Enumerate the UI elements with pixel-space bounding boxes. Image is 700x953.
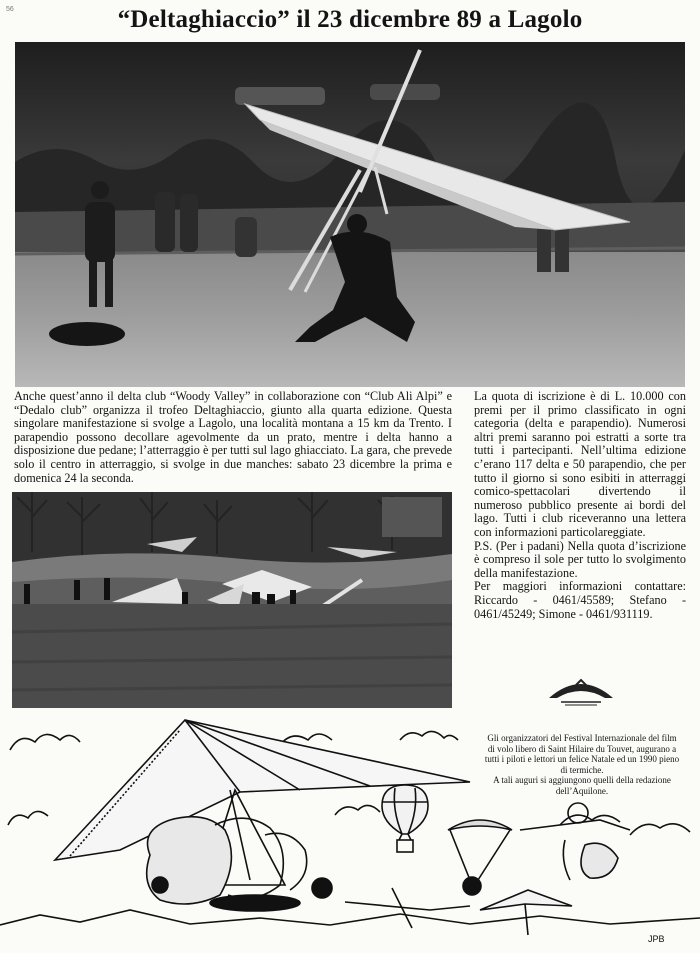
greeting-text: A tali auguri si aggiungono quelli della redazione dell’Aquilone. [493, 775, 671, 796]
article-paragraph: Per maggiori informazioni contattare: Riccardo - 0461/45589; Stefano - 0461/45249; Simone - 0461/931119. [474, 579, 686, 621]
article-paragraph: P.S. (Per i padani) Nella quota d’iscrizione è compreso il sole per tutto lo svolgimento della manifestazione. [474, 538, 686, 580]
page-corner-mark: 56 [6, 6, 14, 13]
cartoon-signature: JPB [648, 934, 665, 944]
article-paragraph: La quota di iscrizione è di L. 10.000 con premi per il primo classificato in ogni categoria (delta e parapendio). Numerosi altri premi saranno poi estratti a sorte tra tutti i partecipanti. Nell’ultima edizione c’erano 117 delta e 50 parapendio, che per tutto il giorno si sono esibiti in atterraggi comico-spettacolari divertendo il numeroso pubblico presente ai bordi del lago. Tutti i club riceveranno una lettera con informazioni particolareggiate. [474, 389, 686, 539]
article-column-left [14, 390, 452, 485]
article-paragraph: Anche quest’anno il delta club “Woody Valley” in collaborazione con “Club Ali Alpi” e “Dedalo club” organizza il trofeo Deltaghiaccio, giunto alla quarta edizione. Questa singolare manifestazione si svolge a Lagolo, una località montana a 15 km da Trento. I parapendio possono decollare agevolmente da un prato, mentre i delta hanno a disposizione due pedane; l’atterraggio è per tutti sul lago ghiacciato. La gara, che prevede solo il centro in atterraggio, si svolge in due manches: sabato 23 dicembre la prima e domenica 24 la seconda. [14, 389, 452, 485]
page-headline: “Deltaghiaccio” il 23 dicembre 89 a Lagolo [117, 6, 583, 33]
greeting-text: Gli organizzatori del Festival Internazionale del film di volo libero di Saint Hilaire du Touvet, augurano a tutti i piloti e lettori un felice Natale ed un 1990 pieno di termiche. [484, 733, 680, 775]
lakeside-gliders-photo [12, 492, 452, 708]
article-column-right [474, 390, 686, 621]
hang-glider-ice-landing-photo [15, 42, 685, 387]
eagle-glider-logo-icon [547, 672, 615, 708]
cartoon-greeting-note [484, 733, 680, 797]
